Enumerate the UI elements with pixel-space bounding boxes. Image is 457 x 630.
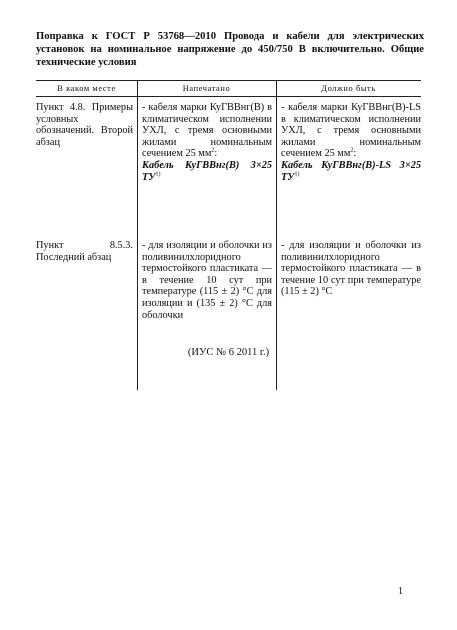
table-header-rule — [36, 96, 421, 97]
row1-printed-sup: 2 — [211, 147, 215, 154]
row2-place: Пункт 8.5.3. Последний абзац — [36, 240, 133, 263]
row1-printed — [142, 102, 272, 183]
row1-correct-tail: : — [353, 148, 357, 160]
row1-printed-designation: Кабель КуГВВнг(В) 3×25 ТУ — [142, 159, 272, 183]
row2-printed: - для изоляции и оболочки из поливинилхлоридного термостойкого пластиката — в течение 10 сут при температуре (115 ± 2) °С для изоляции и (135 ± 2) °С для оболочки — [142, 240, 272, 321]
row1-printed-tail: : — [214, 148, 218, 160]
page-number: 1 — [398, 586, 403, 597]
row1-correct-text: - кабеля марки КуГВВнг(В)-LS в климатическом исполнении УХЛ, с тремя основными жилами номинальным сечением 25 мм — [281, 102, 421, 160]
row2-correct: - для изоляции и оболочки из поливинилхлоридного термостойкого пластиката — в течение 10 сут при температуре (115 ± 2) °С — [281, 240, 421, 298]
column-divider — [276, 80, 277, 390]
row1-place: Пункт 4.8. Примеры условных обозначений. Второй абзац — [36, 102, 133, 148]
table-top-rule — [36, 80, 421, 81]
row1-correct-sup: 2 — [350, 147, 354, 154]
header-correct: Должно быть — [321, 84, 376, 93]
row1-printed-footnote: 1) — [155, 171, 161, 178]
header-place: В каком месте — [57, 84, 116, 93]
row1-correct-footnote: 1) — [294, 171, 300, 178]
column-divider — [137, 80, 138, 390]
document-title: Поправка к ГОСТ Р 53768—2010 Провода и кабели для электрических установок на номинальное напряжение до 450/750 В включительно. Общие технические условия — [36, 31, 424, 69]
issue-reference: (ИУС № 6 2011 г.) — [187, 347, 270, 358]
row1-correct — [281, 102, 421, 183]
header-printed: Напечатано — [182, 84, 231, 93]
row1-correct-designation: Кабель КуГВВнг(В)-LS 3×25 ТУ — [281, 159, 421, 183]
row1-printed-text: - кабеля марки КуГВВнг(В) в климатическом исполнении УХЛ, с тремя основными жилами номинальным сечением 25 мм — [142, 102, 272, 160]
